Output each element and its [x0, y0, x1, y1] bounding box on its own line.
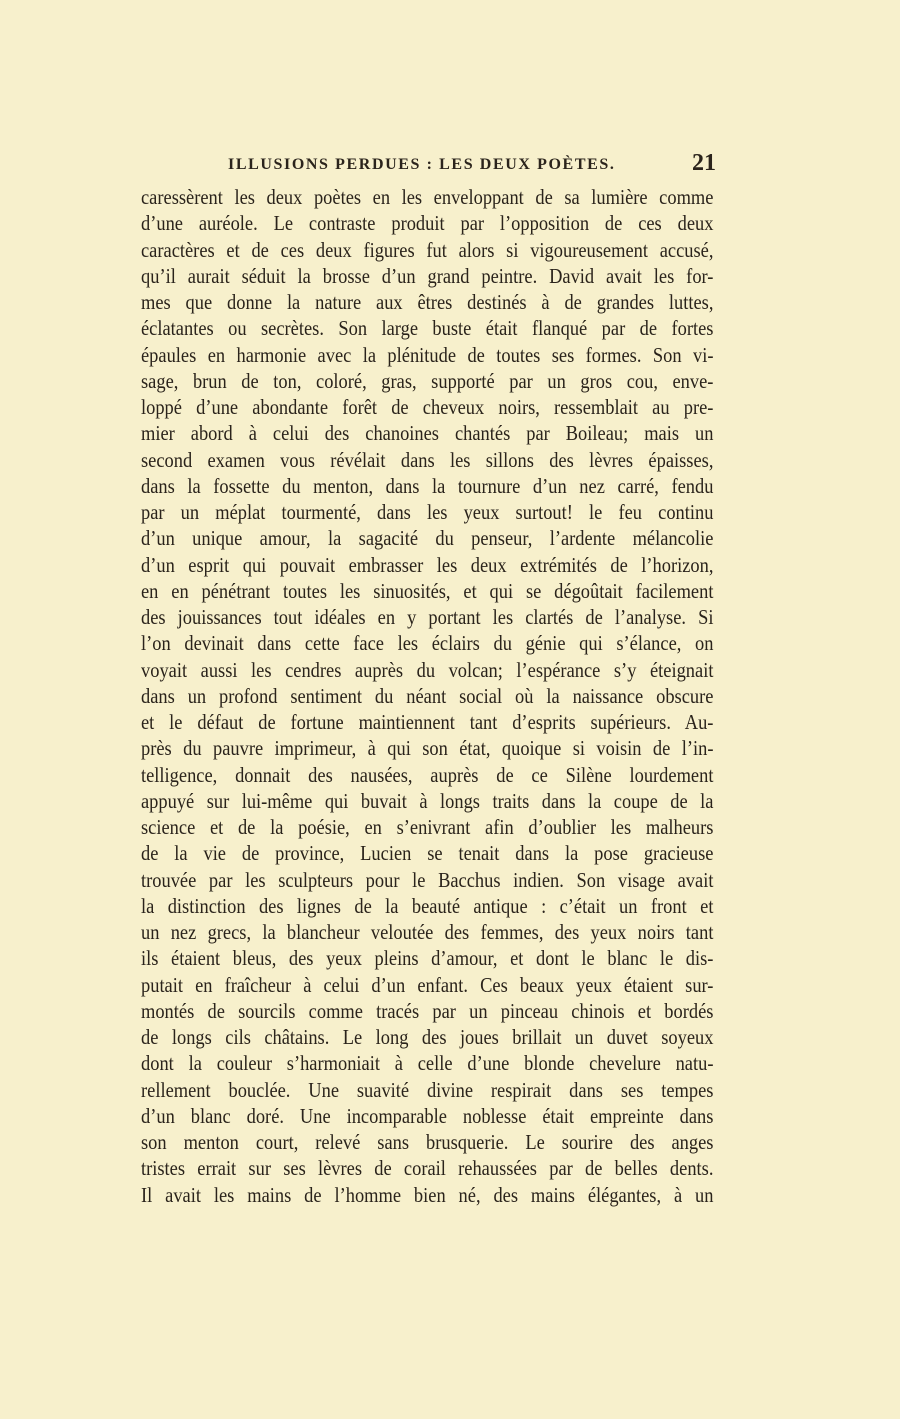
text-line: d’une auréole. Le contraste produit par l’opposition de ces deux	[141, 211, 714, 236]
text-line: près du pauvre imprimeur, à qui son état, quoique si voisin de l’in-	[141, 736, 714, 761]
text-line: mier abord à celui des chanoines chantés par Boileau; mais un	[141, 421, 714, 446]
text-line: voyait aussi les cendres auprès du volcan; l’espérance s’y éteignait	[141, 657, 714, 682]
text-line: tristes errait sur ses lèvres de corail rehaussées par de belles dents.	[141, 1156, 714, 1181]
text-line: et le défaut de fortune maintiennent tant d’esprits supérieurs. Au-	[141, 710, 714, 734]
text-line: un nez grecs, la blancheur veloutée des femmes, des yeux noirs tant	[141, 920, 714, 944]
text-line: de longs cils châtains. Le long des joues brillait un duvet soyeux	[141, 1025, 714, 1049]
text-line: sage, brun de ton, coloré, gras, supporté par un gros cou, enve-	[141, 368, 714, 393]
text-line: l’on devinait dans cette face les éclairs du génie qui s’élance, on	[141, 631, 714, 656]
text-line: caractères et de ces deux figures fut alors si vigoureusement accusé,	[141, 237, 714, 262]
running-title: ILLUSIONS PERDUES : LES DEUX POÈTES.	[228, 156, 616, 173]
text-line: d’un unique amour, la sagacité du penseur, l’ardente mélancolie	[141, 526, 714, 551]
text-line: putait en fraîcheur à celui d’un enfant. Ces beaux yeux étaient sur-	[141, 972, 714, 997]
text-line: telligence, donnait des nausées, auprès de ce Silène lourdement	[141, 762, 714, 787]
body-text	[141, 184, 713, 1208]
text-line: par un méplat tourmenté, dans les yeux surtout! le feu continu	[141, 500, 714, 524]
text-line: montés de sourcils comme tracés par un pinceau chinois et bordés	[141, 998, 714, 1023]
text-line: appuyé sur lui-même qui buvait à longs traits dans la coupe de la	[141, 788, 714, 813]
text-line: dans un profond sentiment du néant social où la naissance obscure	[141, 683, 714, 708]
text-line: de la vie de province, Lucien se tenait dans la pose gracieuse	[141, 841, 714, 866]
text-line: ils étaient bleus, des yeux pleins d’amour, et dont le blanc le dis-	[141, 946, 714, 971]
text-line: la distinction des lignes de la beauté antique : c’était un front et	[141, 893, 714, 918]
page-header	[140, 152, 716, 182]
text-line: son menton court, relevé sans brusquerie. Le sourire des anges	[141, 1130, 714, 1154]
text-line: des jouissances tout idéales en y portant les clartés de l’analyse. Si	[141, 605, 714, 629]
text-line: mes que donne la nature aux êtres destinés à de grandes luttes,	[141, 290, 714, 314]
text-line: rellement bouclée. Une suavité divine respirait dans ses tempes	[141, 1077, 714, 1102]
text-line: caressèrent les deux poètes en les enveloppant de sa lumière comme	[141, 185, 714, 209]
text-line: qu’il aurait séduit la brosse d’un grand peintre. David avait les for-	[141, 263, 714, 288]
text-line: dont la couleur s’harmoniait à celle d’une blonde chevelure natu-	[141, 1051, 714, 1076]
text-line: loppé d’une abondante forêt de cheveux noirs, ressemblait au pre-	[141, 395, 714, 419]
page-number: 21	[692, 150, 716, 176]
text-line: Il avait les mains de l’homme bien né, des mains élégantes, à un	[141, 1182, 714, 1207]
text-line: science et de la poésie, en s’enivrant afin d’oublier les malheurs	[141, 815, 714, 839]
text-line: éclatantes ou secrètes. Son large buste était flanqué par de fortes	[141, 316, 714, 341]
text-line: épaules en harmonie avec la plénitude de toutes ses formes. Son vi-	[141, 342, 714, 367]
text-line: trouvée par les sculpteurs pour le Bacchus indien. Son visage avait	[141, 867, 714, 892]
text-line: en en pénétrant toutes les sinuosités, et qui se dégoûtait facilement	[141, 578, 714, 603]
text-line: d’un esprit qui pouvait embrasser les deux extrémités de l’horizon,	[141, 552, 714, 577]
text-line: second examen vous révélait dans les sillons des lèvres épaisses,	[141, 447, 714, 472]
text-line: d’un blanc doré. Une incomparable noblesse était empreinte dans	[141, 1103, 714, 1128]
text-line: dans la fossette du menton, dans la tournure d’un nez carré, fendu	[141, 473, 714, 498]
